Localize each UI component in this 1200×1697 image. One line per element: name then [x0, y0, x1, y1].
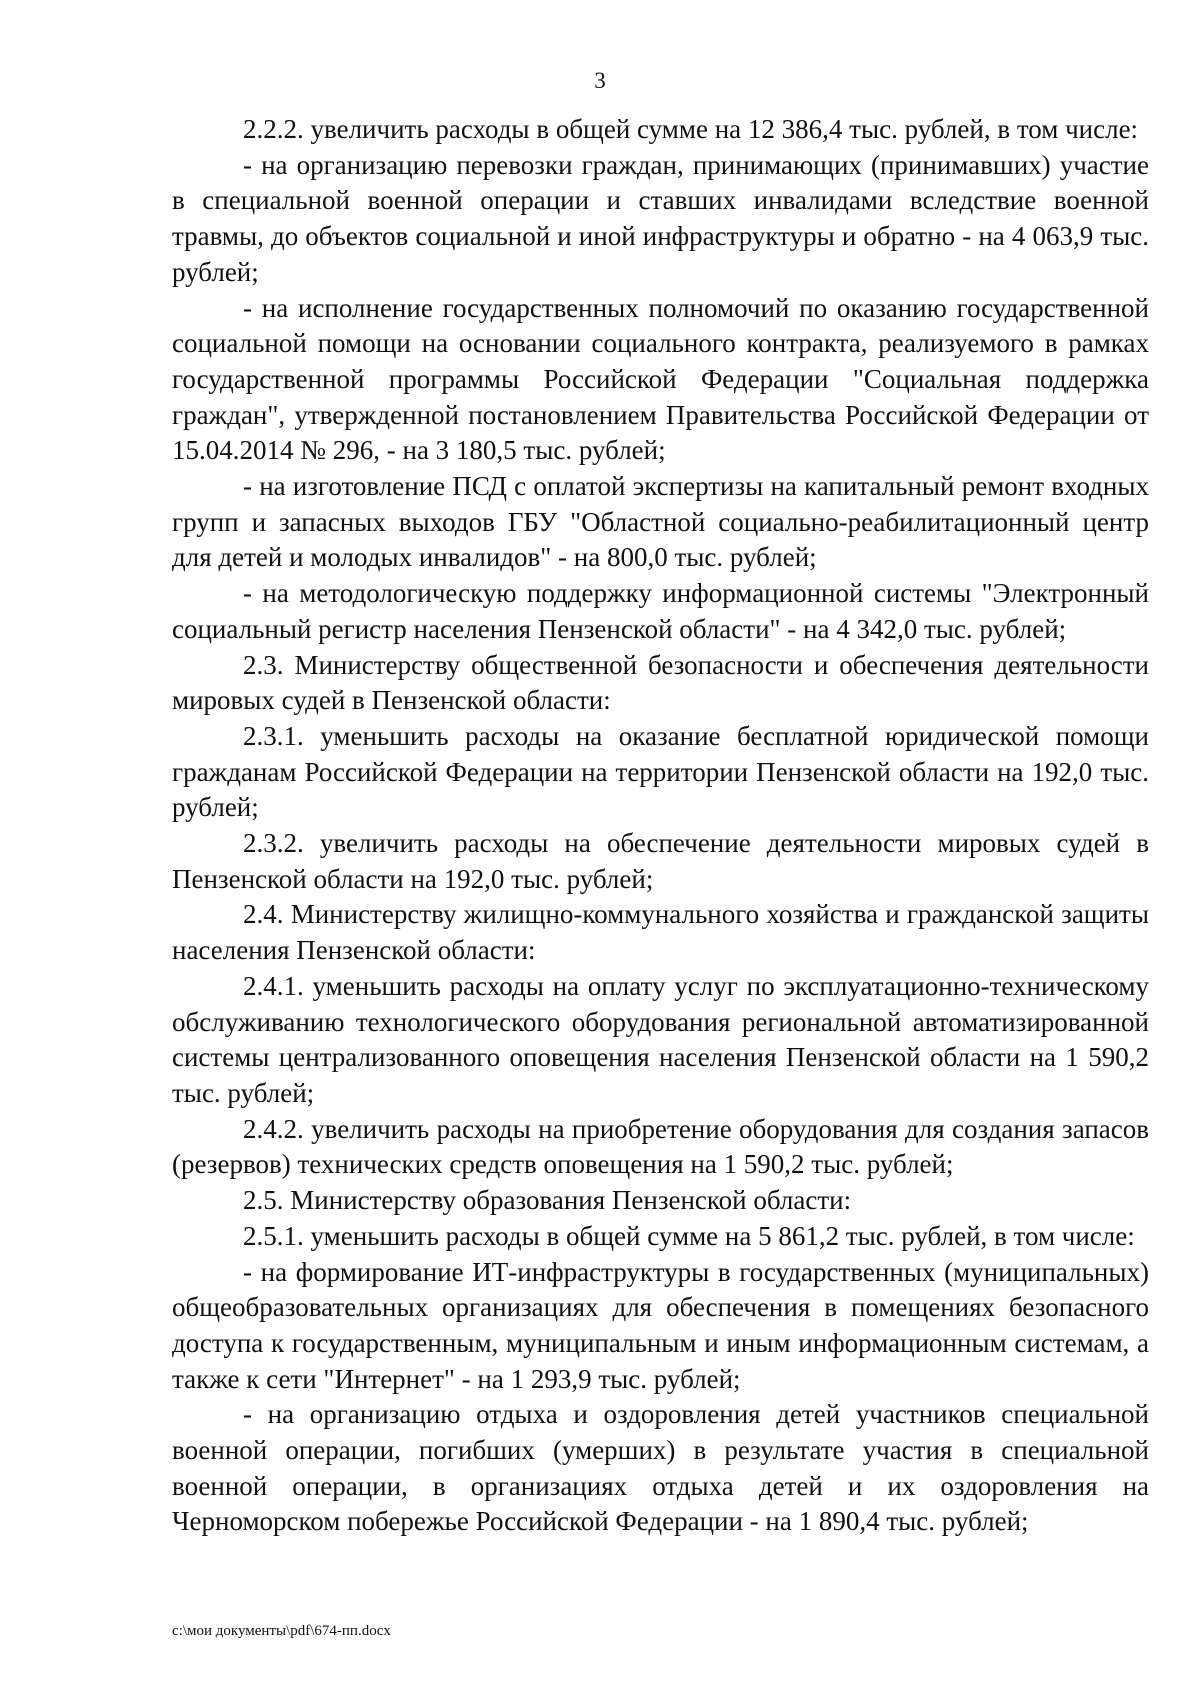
paragraph-2-2-2: 2.2.2. увеличить расходы в общей сумме на 12 386,4 тыс. рублей, в том числе:: [243, 114, 1139, 144]
paragraph-children-rest-item: - на организацию отдыха и оздоровления детей участников специальной военной операции, погибших (умерших) в результате участия в специальной военной операции, в организациях отдыха детей и их оздоровления на Черноморском побережье Российской Федерации - на 1 890,4 тыс. рублей;: [172, 1399, 1149, 1537]
document-body: [172, 112, 1149, 1540]
paragraph-social-contract-item: - на исполнение государственных полномочий по оказанию государственной социальной помощи на основании социального контракта, реализуемого в рамках государственной программы Российской Федерации "Социальная поддержка граждан", утвержденной постановлением Правительства Российской Федерации от 15.04.2014 № 296, - на 3 180,5 тыс. рублей;: [172, 292, 1149, 466]
paragraph-register-item: - на методологическую поддержку информационной системы "Электронный социальный регистр населения Пензенской области" - на 4 342,0 тыс. рублей;: [172, 578, 1149, 644]
paragraph-2-3: 2.3. Министерству общественной безопасности и обеспечения деятельности мировых судей в Пензенской области:: [172, 649, 1149, 716]
paragraph-2-3-2: 2.3.2. увеличить расходы на обеспечение деятельности мировых судей в Пензенской области на 192,0 тыс. рублей;: [172, 828, 1149, 894]
paragraph-psd-item: - на изготовление ПСД с оплатой экспертизы на капитальный ремонт входных групп и запасных выходов ГБУ "Областной социально-реабилитационный центр для детей и молодых инвалидов" - на 800,0 тыс. рублей;: [172, 471, 1149, 573]
footer-file-path: c:\мои документы\pdf\674-пп.docx: [172, 1623, 391, 1639]
paragraph-2-4: 2.4. Министерству жилищно-коммунального хозяйства и гражданской защиты населения Пензенской области:: [172, 899, 1149, 966]
paragraph-transport-item: - на организацию перевозки граждан, принимающих (принимавших) участие в специальной военной операции и ставших инвалидами вследствие военной травмы, до объектов социальной и иной инфраструктуры и обратно - на 4 063,9 тыс. рублей;: [172, 149, 1149, 287]
paragraph-2-4-1: 2.4.1. уменьшить расходы на оплату услуг по эксплуатационно-техническому обслуживанию технологического оборудования региональной автоматизированной системы централизованного оповещения населения Пензенской области на 1 590,2 тыс. рублей;: [172, 970, 1149, 1108]
paragraph-it-infrastructure-item: - на формирование ИТ-инфраструктуры в государственных (муниципальных) общеобразовательных организациях для обеспечения в помещениях безопасного доступа к государственным, муниципальным и иным информационным системам, а также к сети "Интернет" - на 1 293,9 тыс. рублей;: [172, 1256, 1149, 1394]
page-number: 3: [594, 68, 606, 93]
paragraph-2-4-2: 2.4.2. увеличить расходы на приобретение оборудования для создания запасов (резервов) технических средств оповещения на 1 590,2 тыс. рублей;: [172, 1113, 1149, 1180]
paragraph-2-3-1: 2.3.1. уменьшить расходы на оказание бесплатной юридической помощи гражданам Российской Федерации на территории Пензенской области на 192,0 тыс. рублей;: [172, 720, 1149, 823]
paragraph-2-5-1: 2.5.1. уменьшить расходы в общей сумме на 5 861,2 тыс. рублей, в том числе:: [243, 1220, 1135, 1251]
paragraph-2-5: 2.5. Министерству образования Пензенской области:: [243, 1185, 852, 1216]
